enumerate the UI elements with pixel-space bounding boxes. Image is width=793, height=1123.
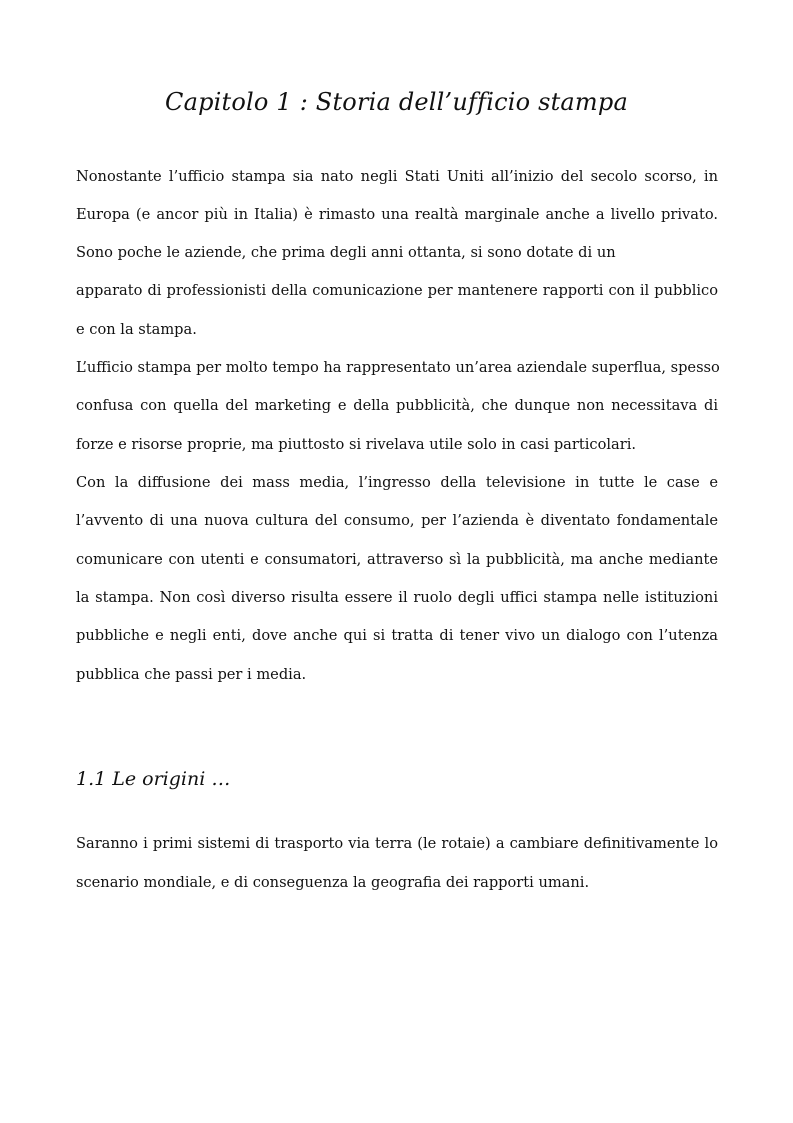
body-line: Sono poche le aziende, che prima degli anni ottanta, si sono dotate di un <box>76 244 616 261</box>
body-line: e con la stampa. <box>76 321 197 338</box>
body-line: L’ufficio stampa per molto tempo ha rappresentato un’area aziendale superflua, spesso <box>76 359 720 376</box>
body-line: la stampa. Non così diverso risulta essere il ruolo degli uffici stampa nelle istituzioni <box>76 589 718 606</box>
body-line: Con la diffusione dei mass media, l’ingresso della televisione in tutte le case e <box>76 474 718 491</box>
body-line: comunicare con utenti e consumatori, attraverso sì la pubblicità, ma anche mediante <box>76 551 718 568</box>
section-line: scenario mondiale, e di conseguenza la geografia dei rapporti umani. <box>76 874 590 891</box>
section-line: Saranno i primi sistemi di trasporto via terra (le rotaie) a cambiare definitivamente lo <box>76 835 718 852</box>
body-line: pubblica che passi per i media. <box>76 666 307 683</box>
body-line: Europa (e ancor più in Italia) è rimasto una realtà marginale anche a livello privato. <box>76 206 718 223</box>
body-line: forze e risorse proprie, ma piuttosto si rivelava utile solo in casi particolari. <box>76 436 636 453</box>
body-line: pubbliche e negli enti, dove anche qui si tratta di tener vivo un dialogo con l’utenza <box>76 627 718 644</box>
body-line: apparato di professionisti della comunicazione per mantenere rapporti con il pubblico <box>76 282 718 299</box>
body-line: confusa con quella del marketing e della pubblicità, che dunque non necessitava di <box>76 397 718 414</box>
section-title: 1.1 Le origini … <box>76 768 231 790</box>
chapter-title: Capitolo 1 : Storia dell’ufficio stampa <box>165 88 628 116</box>
body-line: Nonostante l’ufficio stampa sia nato negli Stati Uniti all’inizio del secolo scorso, in <box>76 168 718 185</box>
body-line: l’avvento di una nuova cultura del consumo, per l’azienda è diventato fondamentale <box>76 512 718 529</box>
